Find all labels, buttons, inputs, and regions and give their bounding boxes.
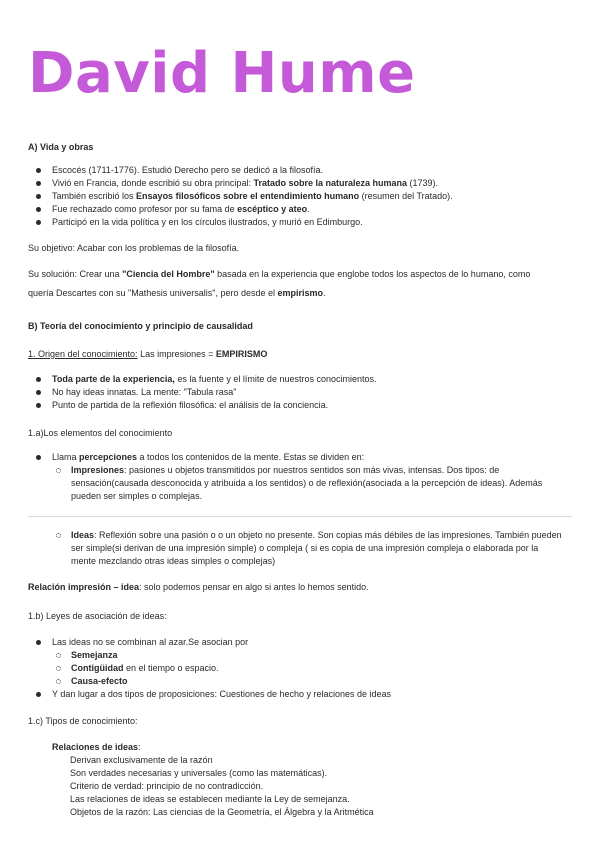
impressions-line-3: pueden ser simples o complejas. (71, 491, 203, 501)
divider (28, 516, 572, 517)
ideas-line-1: Ideas: Reflexión sobre una pasión o o un objeto no presente. Son copias más débiles de las impresiones. También pueden (71, 530, 562, 540)
sub-bullet-ring (56, 666, 61, 671)
list-item: No hay ideas innatas. La mente: "Tabula rasa" (52, 387, 237, 397)
sub-bullet-ring (56, 679, 61, 684)
relations-line: Criterio de verdad: principio de no contradicción. (70, 781, 264, 791)
relations-heading: Relaciones de ideas: (52, 742, 141, 752)
list-item: Toda parte de la experiencia, es la fuente y el límite de nuestros conocimientos. (52, 374, 377, 384)
elements-heading: 1.a)Los elementos del conocimiento (28, 428, 173, 438)
impressions-line-1: Impresiones: pasiones u objetos transmitidos por nuestros sentidos son más vivas, intensas. Dos tipos: de (71, 465, 500, 475)
list-item: Llama percepciones a todos los contenidos de la mente. Estas se dividen en: (52, 452, 365, 462)
list-item: Vivió en Francia, donde escribió su obra principal: Tratado sobre la naturaleza humana (1739). (52, 178, 439, 188)
list-item: Punto de partida de la reflexión filosófica: el análisis de la conciencia. (52, 400, 329, 410)
ideas-line-3: mente mezclando otras ideas simples o complejas) (71, 556, 276, 566)
list-item: Escocés (1711-1776). Estudió Derecho pero se dedicó a la filosofía. (52, 165, 323, 175)
list-item: Fue rechazado como profesor por su fama de escéptico y ateo. (52, 204, 310, 214)
bullet-dot (36, 220, 41, 225)
list-item: También escribió los Ensayos filosóficos sobre el entendimiento humano (resumen del Tratado). (52, 191, 453, 201)
bullet-dot (36, 207, 41, 212)
law-item: Contigüidad en el tiempo o espacio. (71, 663, 219, 673)
types-heading: 1.c) Tipos de conocimiento: (28, 716, 138, 726)
bullet-dot (36, 403, 41, 408)
section-a-heading: A) Vida y obras (28, 142, 94, 152)
sub-bullet-ring (56, 468, 61, 473)
relation-text: Relación impresión – idea: solo podemos pensar en algo si antes lo hemos sentido. (28, 582, 369, 592)
law-item: Causa-efecto (71, 676, 128, 686)
objective-text: Su objetivo: Acabar con los problemas de la filosofía. (28, 243, 240, 253)
ideas-line-2: ser simple(si derivan de una impresión simple) o compleja ( si es copia de una impresión compleja o elaborada por la (71, 543, 539, 553)
page-title: David Hume (28, 41, 416, 106)
bullet-dot (36, 377, 41, 382)
list-item: Participó en la vida política y en los círculos ilustrados, y murió en Edimburgo. (52, 217, 363, 227)
bullet-dot (36, 181, 41, 186)
bullet-dot (36, 455, 41, 460)
sub-bullet-ring (56, 653, 61, 658)
bullet-dot (36, 692, 41, 697)
bullet-dot (36, 390, 41, 395)
relations-line: Las relaciones de ideas se establecen mediante la Ley de semejanza. (70, 794, 350, 804)
relations-line: Objetos de la razón: Las ciencias de la Geometría, el Álgebra y la Aritmética (70, 807, 374, 817)
law-item: Semejanza (71, 650, 118, 660)
solution-line-2: quería Descartes con su "Mathesis universalis", pero desde el empirismo. (28, 288, 326, 298)
bullet-dot (36, 168, 41, 173)
solution-line-1: Su solución: Crear una "Ciencia del Hombre" basada en la experiencia que englobe todos los aspectos de lo humano, como (28, 269, 531, 279)
laws-outro: Y dan lugar a dos tipos de proposiciones: Cuestiones de hecho y relaciones de ideas (52, 689, 392, 699)
origin-line: 1. Origen del conocimiento: Las impresiones = EMPIRISMO (28, 349, 268, 359)
section-b-heading: B) Teoría del conocimiento y principio de causalidad (28, 321, 253, 331)
bullet-dot (36, 194, 41, 199)
bullet-dot (36, 640, 41, 645)
relations-line: Derivan exclusivamente de la razón (70, 755, 213, 765)
relations-line: Son verdades necesarias y universales (como las matemáticas). (70, 768, 328, 778)
sub-bullet-ring (56, 533, 61, 538)
laws-intro: Las ideas no se combinan al azar.Se asocian por (52, 637, 249, 647)
laws-heading: 1.b) Leyes de asociación de ideas: (28, 611, 167, 621)
impressions-line-2: sensación(causada desconocida y atribuida a los sentidos) o de reflexión(asociada a la percepción de ideas). Además (71, 478, 543, 488)
